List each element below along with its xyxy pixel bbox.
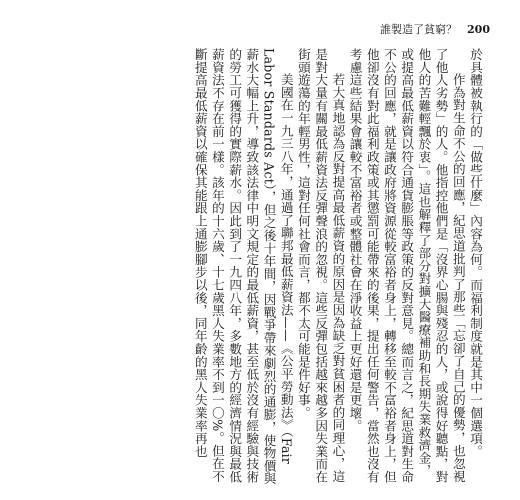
running-header	[340, 22, 490, 38]
paragraph-continuation: 於具體被執行的「做些什麼」內容為何。而福利制度就是其中一個選項。	[468, 48, 483, 458]
page-number: 200	[467, 23, 490, 36]
paragraph: 美國在一九三八年，通過了聯邦最低薪資法——《公平勞動法》（Fair Labor Standards Act），但之後十年間，因戰爭帶來劇烈的通膨，使物價與薪水大幅上升，導致該法律中明文規定的最低薪資，甚至低於沒有經驗與技術的勞工可獲得的實際薪水。因此到了一九四八年，多數地方的經濟情況與最低薪資法不存在前一樣。該年的十六歲、十七歲黑人失業率不到一〇%。但在不斷提高最低薪資以確保其能跟上通膨腳步以後，同年齡的黑人失業率再也	[192, 48, 294, 485]
running-title: 誰製造了貧窮？	[380, 23, 458, 36]
paragraph: 若大真地認為反對提高最低薪資的原因是因為缺乏對貧困者的同理心，這是對大量有關最低薪資法反彈聲浪的忽視。這些反彈包括越來越多因失業而在街頭遊蕩的年輕男性，這對任何社會而言，都不太可能是件好事。	[295, 48, 346, 484]
body-text	[192, 48, 484, 488]
paragraph: 作為對生命不公的回應，紀思道批判了那些「忘卻了自己的優勢，也忽視了他人劣勢」的人。他指控他們是「沒界心腸與殘忍的人，或說得好聽點，對他人的苦難輕飄於衷」。這也解釋了部分對擴大醫療補助和長期失業救濟金，或提高最低薪資以符合通貨膨脹等政策的反對意見。總而言之，紀思道對生命不公的回應，就是讓政府將資源從較富裕者身上，轉移至較不富裕者身上，但他卻沒有對此福利政策或其懲罰可能帶來的後果，提出任何警告，當然也沒有考慮這些結果會讓較不富裕者或整體社會在淨收益上更好還是更壞。	[347, 48, 466, 484]
